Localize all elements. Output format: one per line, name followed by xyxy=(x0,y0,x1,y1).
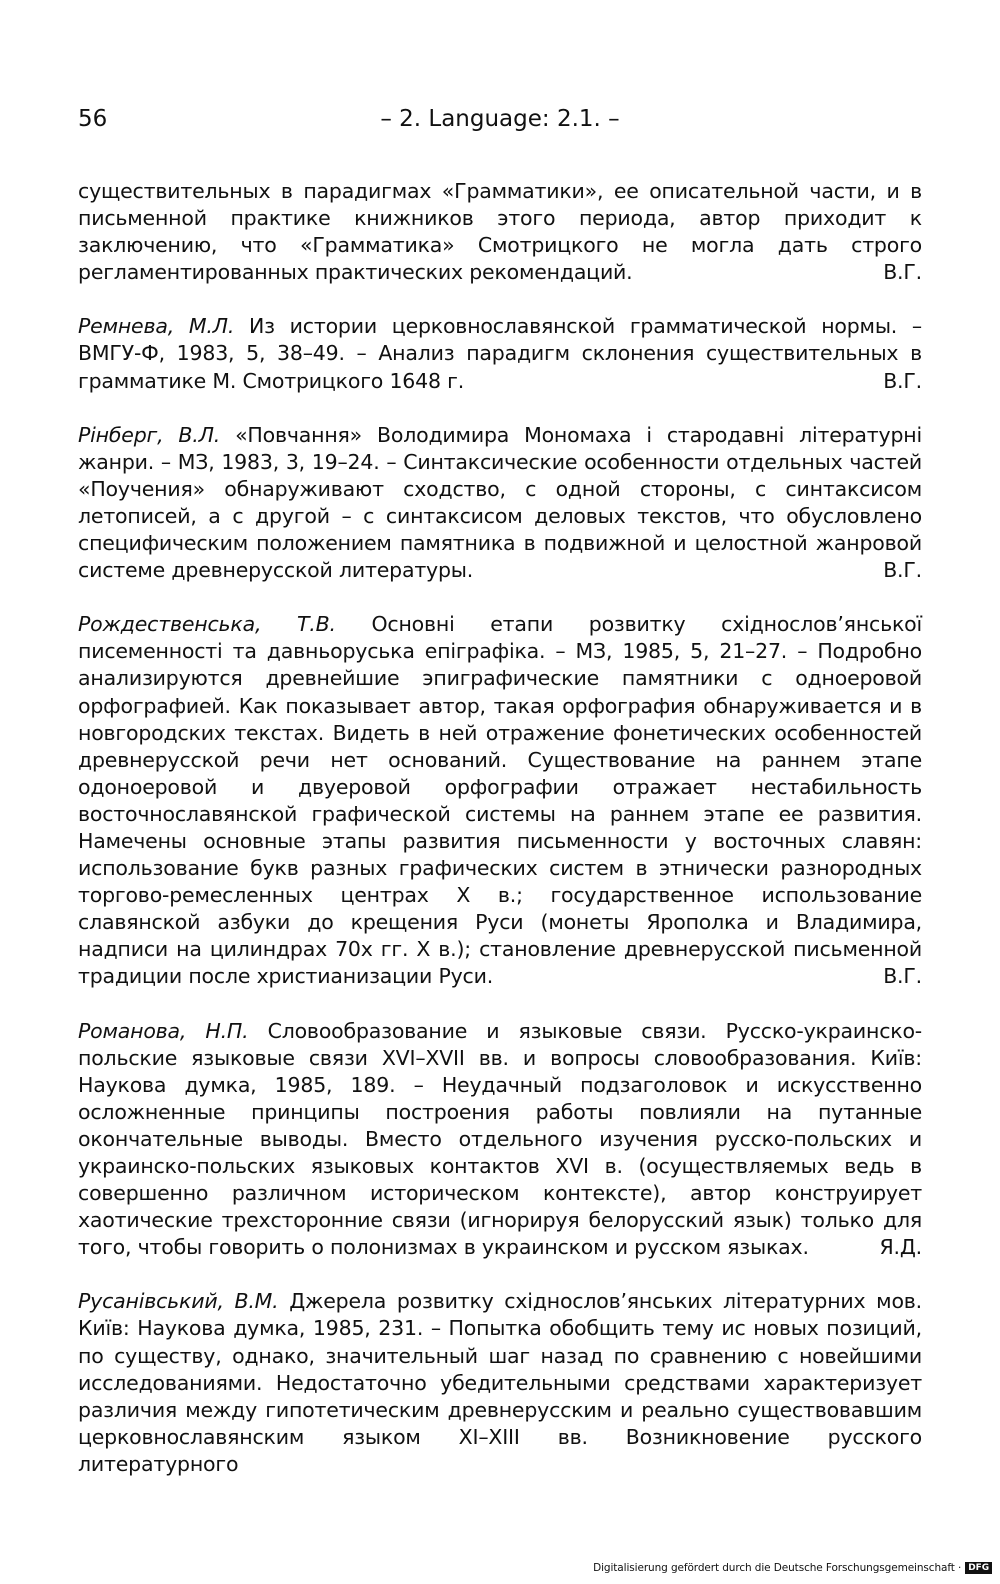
entry-author: Ремнева, М.Л. xyxy=(78,314,235,339)
page-header xyxy=(78,100,922,140)
entry-text: Из истории церковнославянской грамматической нормы. – ВМГУ-Ф, 1983, 5, 38–49. – Анализ парадигм склонения существительных в грамматике М. Смотрицкого 1648 г. xyxy=(78,314,922,393)
digitization-credit xyxy=(593,1562,992,1574)
entry-text: «Повчання» Володимира Мономаха і стародавні літературні жанри. – МЗ, 1983, 3, 19–24. – Синтаксические особенности отдельных частей «Поучения» обнаруживают сходство, с одной стороны, с синтаксисом летописей, а с другой – с синтаксисом деловых текстов, что обусловлено специфическим положением памятника в подвижной и целостной жанровой системе древнерусской литературы. xyxy=(78,422,922,583)
entry-reviewer-initials: В.Г. xyxy=(883,558,922,583)
bibliography-entry xyxy=(78,313,922,394)
running-head: – 2. Language: 2.1. – xyxy=(380,106,620,132)
bibliography-body xyxy=(78,178,922,1478)
entry-author: Романова, Н.П. xyxy=(78,1018,249,1043)
bibliography-entry xyxy=(78,1288,922,1478)
entry-author: Русанівський, В.М. xyxy=(78,1289,279,1314)
entry-reviewer-initials: В.Г. xyxy=(883,368,922,393)
bibliography-entry xyxy=(78,1018,922,1262)
entry-reviewer-initials: Я.Д. xyxy=(879,1235,922,1260)
bibliography-entry xyxy=(78,611,922,990)
entry-text: Основні етапи розвитку східнослов’янської писеменності та давньоруська епіграфіка. – МЗ, 1985, 5, 21–27. – Подробно анализируются древнейшие эпиграфические памятники с одноеровой орфографией. Как показывает автор, такая орфография обнаруживается и в новгородских текстах. Видеть в ней отражение фонетических особенностей древнерусской речи нет оснований. Существование на раннем этапе одоноеровой и двуеровой орфографии отражает нестабильность восточнославянской графической системы на раннем этапе ее развития. Намечены основные этапы развития письменности у восточных славян: использование букв разных графических систем в этнически разнородных торгово-ремесленных центрах X в.; государственное использование славянской азбуки до крещения Руси (монеты Ярополка и Владимира, надписи на цилиндрах 70х гг. X в.); становление древнерусской письменной традиции после христианизации Руси. xyxy=(78,612,922,989)
bibliography-entry xyxy=(78,422,922,585)
entry-text: Джерела розвитку східнослов’янських літературних мов. Київ: Наукова думка, 1985, 231. – Попытка обобщить тему ис новых позиций, по существу, однако, значительный шаг назад по сравнению с новейшими исследованиями. Недостаточно убедительными средствами характеризует различия между гипотетическим древнерусским и реально существовавшим церковнославянским языком XI–XIII вв. Возникновение русского литературного xyxy=(78,1289,922,1476)
credit-text: Digitalisierung gefördert durch die Deutsche Forschungsgemeinschaft · xyxy=(593,1562,962,1574)
entry-text: существительных в парадигмах «Грамматики», ее описательной части, и в письменной практике книжников этого периода, автор приходит к заключению, что «Грамматика» Смотрицкого не могла дать строго регламентированных практических рекомендаций. xyxy=(78,179,922,285)
entry-reviewer-initials: В.Г. xyxy=(883,964,922,989)
bibliography-entry xyxy=(78,178,922,286)
entry-reviewer-initials: В.Г. xyxy=(883,260,922,285)
entry-author: Рождественська, Т.В. xyxy=(78,612,336,637)
dfg-logo-icon: DFG xyxy=(965,1562,992,1574)
entry-author: Рінберг, В.Л. xyxy=(78,422,221,447)
entry-text: Словообразование и языковые связи. Русско-украинско-польские языковые связи XVI–XVII вв. и вопросы словообразования. Київ: Наукова думка, 1985, 189. – Неудачный подзаголовок и искусственно осложненные принципы построения работы повлияли на путанные окончательные выводы. Вместо отдельного изучения русско-польских и украинско-польских языковых контактов XVI в. (осуществляемых ведь в совершенно различном историческом контексте), автор конструирует хаотические трехсторонние связи (игнорируя белорусский язык) только для того, чтобы говорить о полонизмах в украинском и русском языках. xyxy=(78,1018,922,1260)
page-number: 56 xyxy=(78,106,108,132)
page xyxy=(78,100,922,1505)
